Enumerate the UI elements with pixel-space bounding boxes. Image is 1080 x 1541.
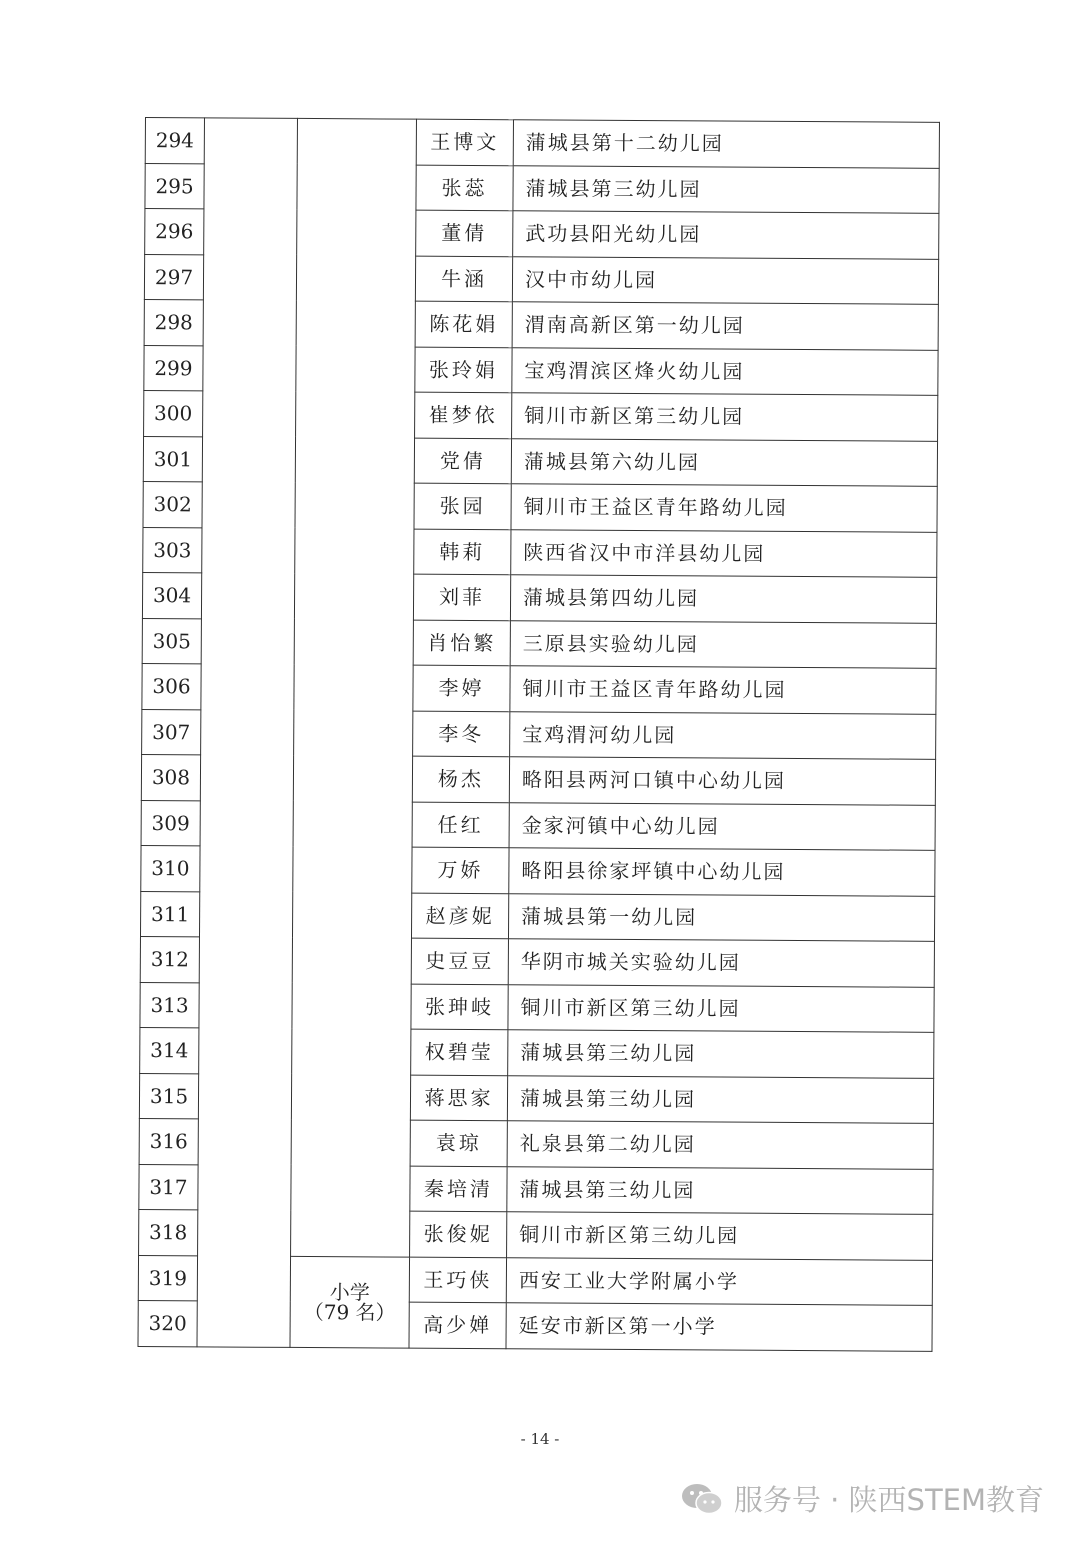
person-name: 高少婵	[409, 1302, 506, 1348]
row-number: 318	[139, 1209, 198, 1255]
row-number: 301	[143, 436, 202, 482]
school-name: 蒲城县第一幼儿园	[508, 893, 934, 941]
row-number: 297	[144, 254, 203, 300]
school-name: 陕西省汉中市洋县幼儿园	[511, 529, 937, 577]
school-name: 蒲城县第三幼儿园	[507, 1075, 933, 1123]
row-number: 296	[145, 209, 204, 255]
table-row	[145, 118, 939, 168]
row-number: 316	[139, 1118, 198, 1164]
person-name: 张蕊	[416, 165, 513, 211]
school-name: 西安工业大学附属小学	[506, 1257, 932, 1305]
person-name: 崔梦依	[415, 392, 512, 438]
school-name: 宝鸡渭滨区烽火幼儿园	[512, 347, 938, 395]
row-number: 309	[141, 800, 200, 846]
school-name: 宝鸡渭河幼儿园	[510, 711, 936, 759]
wechat-icon	[680, 1481, 724, 1517]
row-number: 303	[143, 527, 202, 573]
watermark-text: 服务号 · 陕西STEM教育	[733, 1483, 1044, 1517]
school-name: 礼泉县第二幼儿园	[507, 1121, 933, 1169]
person-name: 刘菲	[413, 574, 510, 620]
school-name: 铜川市新区第三幼儿园	[512, 393, 938, 441]
school-name: 略阳县两河口镇中心幼儿园	[509, 757, 935, 805]
roster-table	[137, 117, 939, 1351]
person-name: 史豆豆	[411, 938, 508, 984]
row-number: 310	[141, 845, 200, 891]
row-number: 319	[138, 1255, 197, 1301]
category-label: 小学	[329, 1279, 370, 1304]
school-name: 蒲城县第四幼儿园	[510, 575, 936, 623]
school-name: 蒲城县第三幼儿园	[507, 1166, 933, 1214]
school-name: 铜川市王益区青年路幼儿园	[511, 484, 937, 532]
school-name: 蒲城县第十二幼儿园	[513, 120, 939, 168]
school-name: 华阴市城关实验幼儿园	[508, 939, 934, 987]
person-name: 张珅岐	[411, 984, 508, 1030]
watermark	[680, 1478, 1044, 1519]
row-number: 315	[139, 1073, 198, 1119]
row-number: 300	[144, 390, 203, 436]
row-number: 299	[144, 345, 203, 391]
person-name: 万娇	[412, 847, 509, 893]
row-number: 317	[139, 1164, 198, 1210]
person-name: 陈花娟	[415, 301, 512, 347]
person-name: 任红	[412, 802, 509, 848]
person-name: 党倩	[414, 438, 511, 484]
group-cell-empty	[197, 118, 298, 1347]
school-name: 铜川市新区第三幼儿园	[507, 1212, 933, 1260]
school-name: 金家河镇中心幼儿园	[509, 802, 935, 850]
school-name: 延安市新区第一小学	[506, 1303, 932, 1351]
person-name: 权碧莹	[411, 1029, 508, 1075]
person-name: 秦培清	[410, 1166, 507, 1212]
row-number: 314	[140, 1027, 199, 1073]
school-name: 渭南高新区第一幼儿园	[512, 302, 938, 350]
person-name: 韩莉	[414, 529, 511, 575]
category-cell-empty	[291, 118, 417, 1256]
person-name: 肖怡繁	[413, 620, 510, 666]
school-name: 武功县阳光幼儿园	[513, 211, 939, 259]
row-number: 311	[140, 891, 199, 937]
person-name: 张园	[414, 483, 511, 529]
row-number: 307	[142, 709, 201, 755]
row-number: 294	[145, 118, 204, 164]
school-name: 汉中市幼儿园	[512, 256, 938, 304]
person-name: 蒋思家	[410, 1075, 507, 1121]
person-name: 王巧侠	[409, 1257, 506, 1303]
row-number: 320	[138, 1300, 197, 1346]
row-number: 312	[140, 936, 199, 982]
row-number: 306	[142, 663, 201, 709]
person-name: 赵彦妮	[411, 893, 508, 939]
person-name: 王博文	[416, 119, 513, 165]
school-name: 略阳县徐家坪镇中心幼儿园	[509, 848, 935, 896]
school-name: 蒲城县第三幼儿园	[508, 1030, 934, 1078]
row-number: 302	[143, 481, 202, 527]
person-name: 杨杰	[412, 756, 509, 802]
person-name: 董倩	[416, 210, 513, 256]
category-cell-primary	[290, 1256, 410, 1348]
person-name: 张俊妮	[410, 1211, 507, 1257]
page-number: - 14 -	[520, 1430, 560, 1448]
person-name: 李婷	[413, 665, 510, 711]
row-number: 304	[142, 572, 201, 618]
person-name: 牛涵	[415, 256, 512, 302]
school-name: 蒲城县第六幼儿园	[511, 438, 937, 486]
row-number: 298	[144, 299, 203, 345]
person-name: 张玲娟	[415, 347, 512, 393]
person-name: 袁琼	[410, 1120, 507, 1166]
school-name: 三原县实验幼儿园	[510, 620, 936, 668]
category-count: （79 名）	[303, 1299, 396, 1325]
school-name: 蒲城县第三幼儿园	[513, 165, 939, 213]
school-name: 铜川市王益区青年路幼儿园	[510, 666, 936, 714]
person-name: 李冬	[413, 711, 510, 757]
school-name: 铜川市新区第三幼儿园	[508, 984, 934, 1032]
row-number: 308	[141, 754, 200, 800]
row-number: 295	[145, 163, 204, 209]
row-number: 313	[140, 982, 199, 1028]
row-number: 305	[142, 618, 201, 664]
